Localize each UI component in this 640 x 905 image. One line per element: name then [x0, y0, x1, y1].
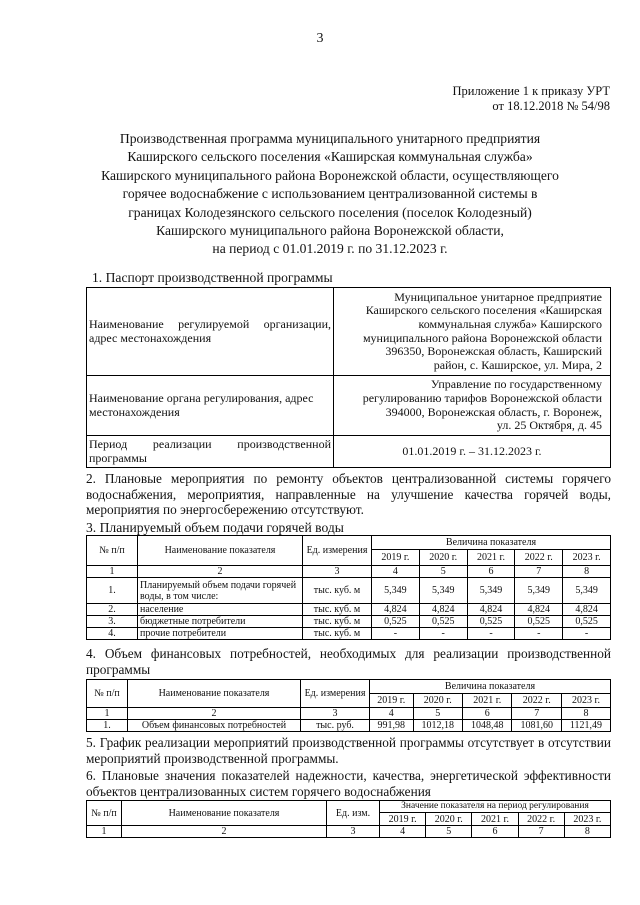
row-value: 4,824 [419, 604, 467, 616]
row-value: 1121,49 [561, 720, 610, 732]
cell-line: Каширского сельского поселения «Каширская [365, 303, 602, 318]
table-row [87, 578, 611, 604]
header-unit: Ед. изм. [327, 801, 380, 826]
section-4-heading: 4. Объем финансовых потребностей, необходимых для реализации производственной программы [86, 646, 611, 677]
table-row [87, 604, 611, 616]
index-cell: 1 [87, 566, 138, 578]
year-header: 2019 г. [372, 550, 420, 566]
index-cell: 8 [564, 826, 610, 838]
year-header: 2019 г. [380, 813, 426, 826]
row-value: - [563, 628, 611, 640]
row-name: прочие потребители [138, 628, 303, 640]
header-group: Значение показателя на период регулирования [380, 801, 611, 813]
cell-line: район, с. Каширское, ул. Мира, 2 [433, 357, 602, 372]
index-cell: 4 [370, 708, 414, 720]
index-cell: 6 [472, 826, 518, 838]
year-header: 2023 г. [561, 694, 610, 708]
header-group: Величина показателя [370, 680, 611, 694]
index-cell: 1 [87, 708, 128, 720]
row-value: 0,525 [372, 616, 420, 628]
header-unit: Ед. измерения [303, 536, 372, 566]
row-name: Объем финансовых потребностей [128, 720, 301, 732]
supply-volume-table [86, 535, 611, 640]
document-title [70, 130, 590, 259]
year-header: 2021 г. [463, 694, 512, 708]
header-num: № п/п [87, 801, 122, 826]
year-header: 2020 г. [426, 813, 472, 826]
appendix-line-2: от 18.12.2018 № 54/98 [492, 99, 610, 113]
row-value: 991,98 [370, 720, 414, 732]
cell-line: 396350, Воронежская область, Каширский [385, 344, 602, 359]
year-header: 2020 г. [413, 694, 462, 708]
row-value: 5,349 [419, 578, 467, 604]
table-row [87, 616, 611, 628]
year-header: 2022 г. [515, 550, 563, 566]
title-line: границах Колодезянского сельского поселения (поселок Колодезный) [128, 204, 532, 220]
row-value: 5,349 [467, 578, 515, 604]
index-cell: 7 [518, 826, 564, 838]
cell-line: коммунальная служба» Каширского [418, 316, 602, 331]
index-cell: 3 [301, 708, 370, 720]
table-cell [87, 376, 334, 436]
title-line: Каширского муниципального района Воронежской области, [156, 223, 504, 239]
cell-line: 01.01.2019 г. – 31.12.2023 г. [402, 443, 542, 458]
cell-line: Муниципальное унитарное предприятие [394, 289, 602, 304]
title-line: Производственная программа муниципального унитарного предприятия [119, 131, 541, 146]
title-line: на период с 01.01.2019 г. по 31.12.2023 г. [212, 241, 448, 257]
cell-line: ул. 25 Октября, д. 45 [496, 418, 602, 433]
row-value: 0,525 [563, 616, 611, 628]
year-header: 2021 г. [467, 550, 515, 566]
row-value: 0,525 [419, 616, 467, 628]
index-cell: 3 [303, 566, 372, 578]
row-value: 5,349 [372, 578, 420, 604]
table-row [87, 720, 611, 732]
row-value: - [515, 628, 563, 640]
section-3-heading: 3. Планируемый объем подачи горячей воды [86, 520, 344, 535]
index-cell: 5 [426, 826, 472, 838]
row-value: 4,824 [467, 604, 515, 616]
table-row [87, 288, 611, 376]
row-num: 1. [87, 720, 128, 732]
header-group: Величина показателя [372, 536, 611, 550]
row-unit: тыс. куб. м [303, 578, 372, 604]
cell-line: муниципального района Воронежской области [362, 330, 602, 345]
table-cell [334, 376, 611, 436]
cell-label: Период реализации производственной программы [89, 436, 331, 465]
table-index-row [87, 708, 611, 720]
row-num: 3. [87, 616, 138, 628]
index-cell: 2 [128, 708, 301, 720]
table-index-row [87, 566, 611, 578]
row-value: - [419, 628, 467, 640]
index-cell: 7 [512, 708, 561, 720]
table-header-row [87, 536, 611, 550]
row-value: - [467, 628, 515, 640]
table-row [87, 436, 611, 468]
year-header: 2023 г. [563, 550, 611, 566]
section-2-text: 2. Плановые мероприятия по ремонту объектов централизованной системы горячего водоснабжения, мероприятия, направленные на улучшение качества горячей воды, мероприятия по энергосбережению отсутствуют. [86, 471, 611, 517]
index-cell: 4 [372, 566, 420, 578]
cell-line: регулированию тарифов Воронежской области [362, 390, 602, 405]
financial-needs-table [86, 679, 611, 732]
row-unit: тыс. куб. м [303, 616, 372, 628]
cell-line: Управление по государственному [430, 377, 602, 392]
index-cell: 7 [515, 566, 563, 578]
row-num: 1. [87, 578, 138, 604]
row-value: 4,824 [372, 604, 420, 616]
table-index-row [87, 826, 611, 838]
header-unit: Ед. измерения [301, 680, 370, 708]
row-name: Планируемый объем подачи горячей воды, в том числе: [138, 578, 303, 604]
row-value: 4,824 [515, 604, 563, 616]
appendix-line-1: Приложение 1 к приказу УРТ [452, 84, 610, 98]
title-line: Каширского сельского поселения «Каширская коммунальная служба» [127, 149, 533, 165]
section-5-text: 5. График реализации мероприятий производственной программы отсутствует в отсутствии мероприятий производственной программы. [86, 735, 611, 766]
table-cell [87, 288, 334, 376]
header-name: Наименование показателя [128, 680, 301, 708]
year-header: 2021 г. [472, 813, 518, 826]
section-1-heading: 1. Паспорт производственной программы [92, 270, 333, 285]
year-header: 2023 г. [564, 813, 610, 826]
reliability-indicators-table [86, 800, 611, 838]
table-header-row [87, 680, 611, 694]
title-line: Каширского муниципального района Воронежской области, осуществляющего [101, 167, 559, 183]
year-header: 2019 г. [370, 694, 414, 708]
year-header: 2022 г. [512, 694, 561, 708]
table-cell [334, 288, 611, 376]
index-cell: 6 [467, 566, 515, 578]
title-line: горячее водоснабжение с использованием централизованной системы в [122, 186, 538, 202]
table-cell [334, 436, 611, 468]
index-cell: 2 [138, 566, 303, 578]
row-value: 1081,60 [512, 720, 561, 732]
table-row [87, 376, 611, 436]
index-cell: 5 [419, 566, 467, 578]
cell-label: Наименование регулируемой организации, адрес местонахождения [89, 316, 331, 345]
row-value: - [372, 628, 420, 640]
row-value: 0,525 [467, 616, 515, 628]
page-number: 3 [316, 31, 324, 46]
header-name: Наименование показателя [138, 536, 303, 566]
section-6-heading: 6. Плановые значения показателей надежности, качества, энергетической эффективности объектов централизованных систем горячего водоснабжения [86, 768, 611, 799]
index-cell: 8 [563, 566, 611, 578]
index-cell: 3 [327, 826, 380, 838]
row-value: 5,349 [515, 578, 563, 604]
row-unit: тыс. куб. м [303, 628, 372, 640]
passport-table [86, 287, 611, 468]
index-cell: 5 [413, 708, 462, 720]
row-value: 5,349 [563, 578, 611, 604]
index-cell: 6 [463, 708, 512, 720]
row-unit: тыс. куб. м [303, 604, 372, 616]
table-row [87, 628, 611, 640]
header-name: Наименование показателя [122, 801, 327, 826]
row-value: 1048,48 [463, 720, 512, 732]
table-header-row [87, 801, 611, 813]
year-header: 2022 г. [518, 813, 564, 826]
row-name: население [138, 604, 303, 616]
index-cell: 4 [380, 826, 426, 838]
appendix-reference [453, 84, 611, 114]
index-cell: 2 [122, 826, 327, 838]
year-header: 2020 г. [419, 550, 467, 566]
table-cell [87, 436, 334, 468]
row-num: 2. [87, 604, 138, 616]
cell-line: 394000, Воронежская область, г. Воронеж, [385, 404, 602, 419]
index-cell: 1 [87, 826, 122, 838]
row-name: бюджетные потребители [138, 616, 303, 628]
row-value: 1012,18 [413, 720, 462, 732]
row-unit: тыс. руб. [301, 720, 370, 732]
row-value: 0,525 [515, 616, 563, 628]
header-num: № п/п [87, 536, 138, 566]
row-num: 4. [87, 628, 138, 640]
index-cell: 8 [561, 708, 610, 720]
header-num: № п/п [87, 680, 128, 708]
row-value: 4,824 [563, 604, 611, 616]
cell-label: Наименование органа регулирования, адрес местонахождения [89, 390, 314, 419]
